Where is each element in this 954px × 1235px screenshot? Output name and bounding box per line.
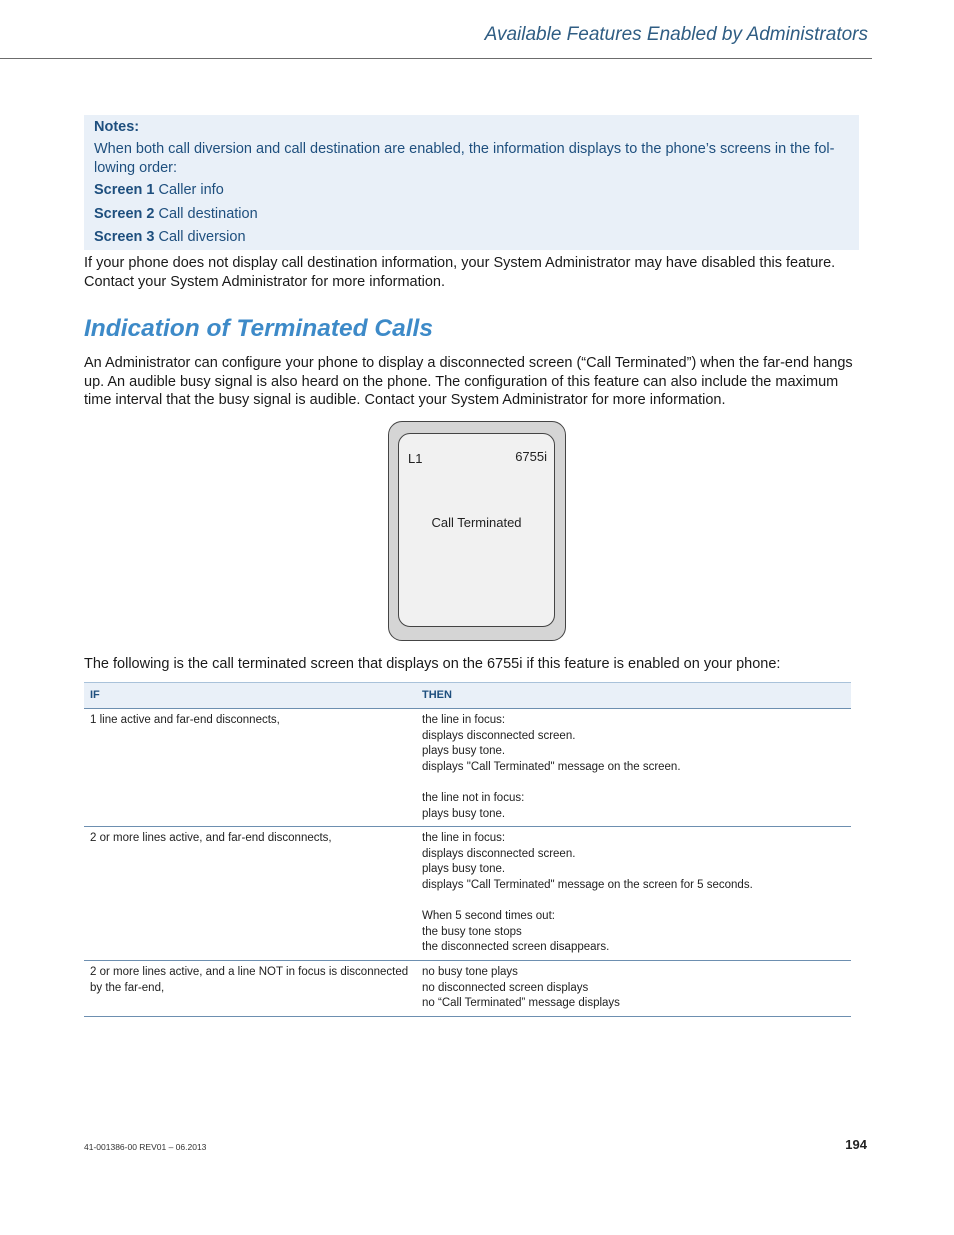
then-line: plays busy tone. (422, 863, 506, 876)
then-line: no disconnected screen displays (422, 981, 589, 994)
then-line: displays disconnected screen. (422, 847, 576, 860)
notes-line-screen-1 (94, 181, 849, 200)
paragraph-terminated-intro: An Administrator can configure your phone to display a disconnected screen (“Call Terminated”) when the far-end hangs up. An audible busy signal is also heard on the phone. The configuration of this feature can also include the maximum time interval that the busy signal is audible. Contact your System Administrator for more information. (84, 355, 853, 408)
then-line: the busy tone stops (422, 925, 522, 938)
notes-box (84, 115, 859, 250)
phone-screen (398, 433, 555, 627)
notes-line-label: Screen 2 (94, 205, 155, 222)
section-title: Indication of Terminated Calls (84, 315, 433, 342)
notes-body: When both call diversion and call destination are enabled, the information displays to the phone’s screens in the fol-lowing order: (94, 141, 835, 176)
notes-line-text: Call diversion (154, 229, 246, 245)
if-cell: 2 or more lines active, and a line NOT in focus is disconnected by the far-end, (84, 960, 416, 1016)
notes-line-screen-3 (94, 228, 849, 247)
column-header-if: IF (84, 683, 416, 709)
footer-doc-id: 41-001386-00 REV01 – 06.2013 (84, 1142, 207, 1152)
then-cell (416, 709, 851, 827)
notes-line-label: Screen 1 (94, 182, 155, 198)
notes-line-text: Call destination (154, 205, 258, 222)
phone-line-label: L1 (408, 451, 423, 466)
then-line: the line in focus: (422, 714, 506, 726)
table-row (84, 709, 851, 827)
table-header-row (84, 683, 851, 709)
column-header-then: THEN (416, 683, 851, 709)
page-number: 194 (845, 1137, 867, 1152)
table-row (84, 960, 851, 1016)
notes-line-label: Screen 3 (94, 229, 155, 245)
then-line: plays busy tone. (422, 745, 506, 758)
phone-message: Call Terminated (431, 515, 522, 530)
then-line: displays "Call Terminated" message on the screen for 5 seconds. (422, 878, 753, 891)
paragraph-destination-info: If your phone does not display call destination information, your System Administrator may have disabled this feature. Contact your System Administrator for more information. (84, 255, 836, 290)
phone-model-label: 6755i (515, 449, 547, 464)
table-body (84, 709, 851, 1017)
notes-heading: Notes: (94, 119, 140, 135)
then-line: no “Call Terminated” message displays (422, 997, 620, 1010)
if-then-table (84, 682, 851, 1017)
then-spacer (422, 775, 845, 791)
then-line: the line not in focus: (422, 791, 525, 804)
notes-line-text: Caller info (154, 182, 224, 198)
table-row (84, 827, 851, 961)
header-rule (0, 58, 872, 59)
then-cell (416, 827, 851, 961)
header-title: Available Features Enabled by Administrators (484, 24, 868, 45)
then-line: no busy tone plays (422, 965, 518, 978)
then-line: the line in focus: (422, 832, 506, 845)
then-cell (416, 960, 851, 1016)
paragraph-table-intro: The following is the call terminated screen that displays on the 6755i if this feature is enabled on your phone: (84, 656, 781, 672)
if-cell: 2 or more lines active, and far-end disconnects, (84, 827, 416, 961)
notes-line-screen-2 (94, 205, 849, 224)
then-line: displays "Call Terminated" message on the screen. (422, 760, 681, 773)
then-spacer (422, 894, 845, 910)
if-cell: 1 line active and far-end disconnects, (84, 709, 416, 827)
then-line: When 5 second times out: (422, 910, 555, 923)
then-line: displays disconnected screen. (422, 729, 576, 742)
then-line: the disconnected screen disappears. (422, 941, 610, 954)
then-line: plays busy tone. (422, 807, 506, 820)
